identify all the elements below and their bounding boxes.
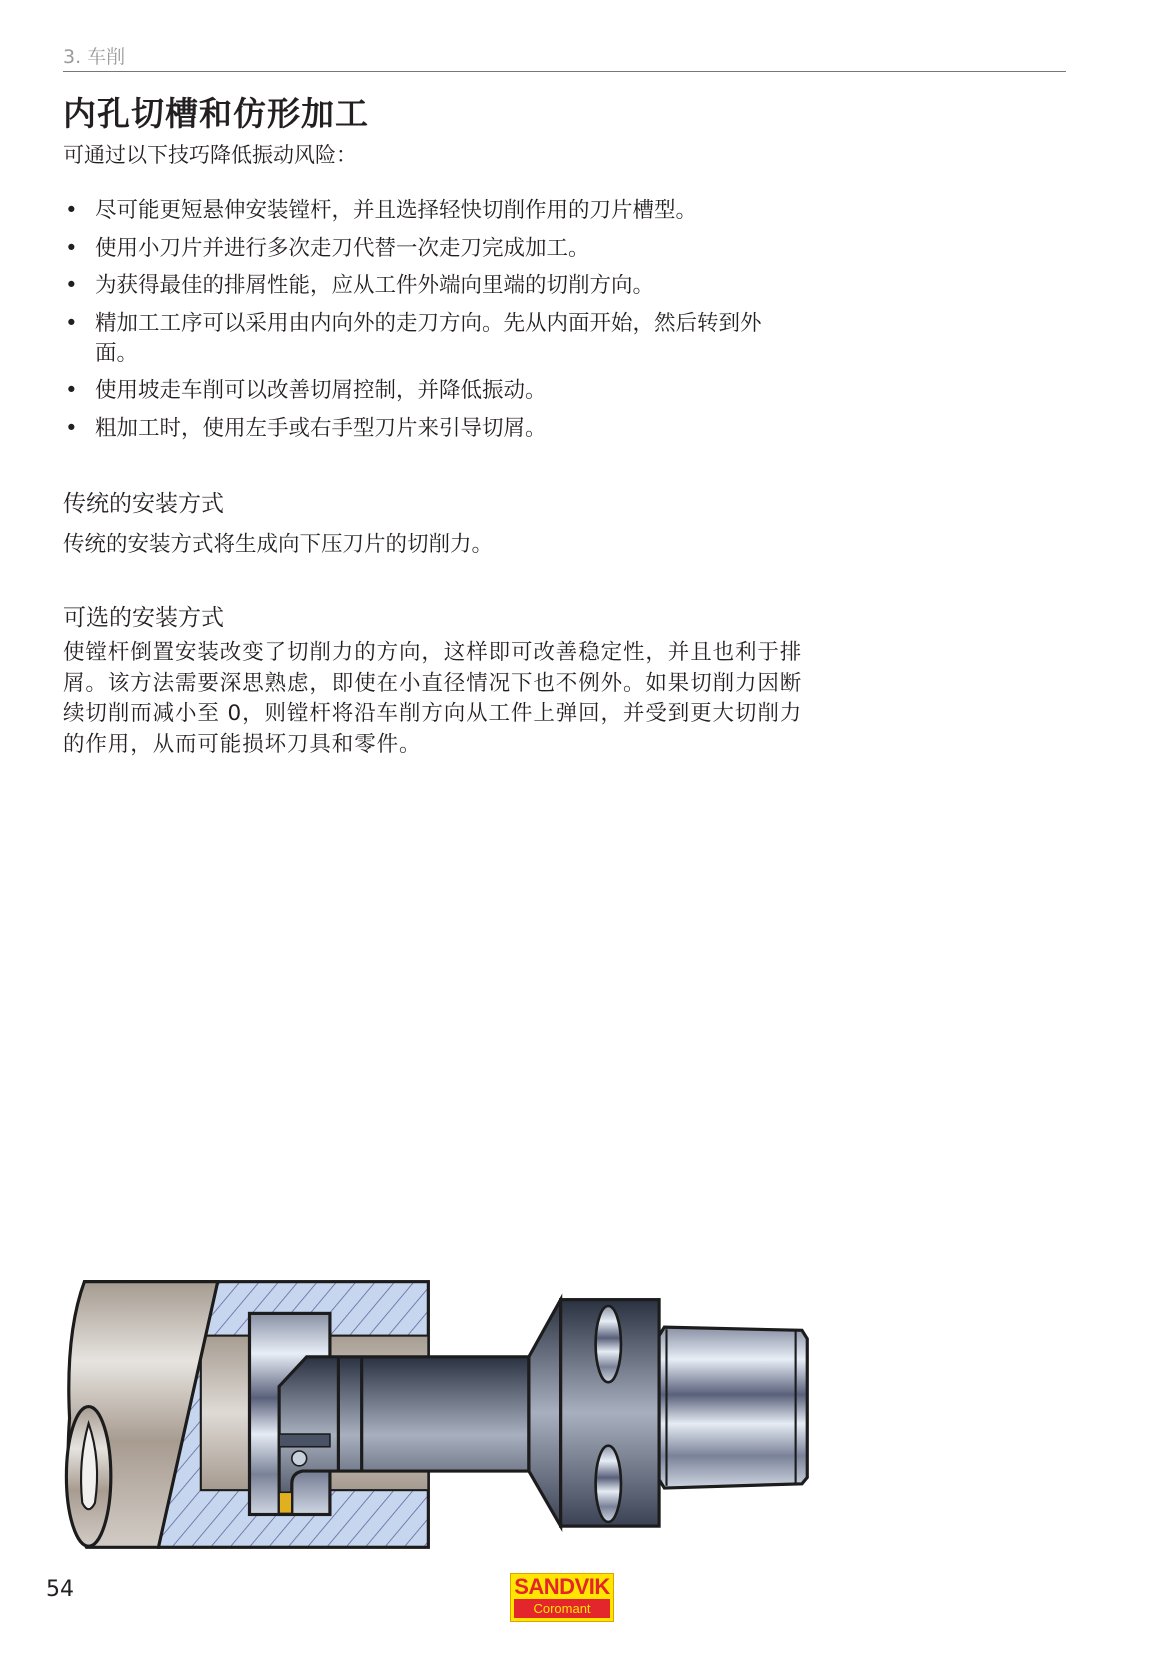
page-number: 54 xyxy=(46,1577,74,1602)
list-item: • 尽可能更短悬伸安装镗杆，并且选择轻快切削作用的刀片槽型。 xyxy=(65,198,698,223)
tips-list xyxy=(63,196,855,451)
sandvik-coromant-logo: SANDVIK Coromant xyxy=(510,1573,614,1622)
list-item: • 使用坡走车削可以改善切屑控制，并降低振动。 xyxy=(65,378,547,403)
screw-icon xyxy=(292,1451,307,1466)
section-header: 3. 车削 xyxy=(63,46,126,68)
list-item: • 为获得最佳的排屑性能，应从工件外端向里端的切削方向。 xyxy=(65,273,655,298)
intro-text: 可通过以下技巧降低振动风险： xyxy=(63,143,357,167)
section-text-conventional: 传统的安装方式将生成向下压刀片的切削力。 xyxy=(63,532,494,557)
page-title: 内孔切槽和仿形加工 xyxy=(63,94,369,133)
insert xyxy=(279,1492,292,1513)
header-divider xyxy=(63,71,1066,72)
section-heading-alternative: 可选的安装方式 xyxy=(63,605,224,631)
section-text-alternative: 使镗杆倒置安装改变了切削力的方向，这样即可改善稳定性，并且也利于排屑。该方法需要深思熟虑，即使在小直径情况下也不例外。如果切削力因断续切削而减小至 0，则镗杆将沿车削方向从工件上弹回，并受到更大切削力的作用，从而可能损坏刀具和零件。 xyxy=(63,640,803,757)
list-item: • 精加工工序可以采用由内向外的走刀方向。先从内面开始，然后转到外面。 xyxy=(65,310,762,366)
list-item: • 使用小刀片并进行多次走刀代替一次走刀完成加工。 xyxy=(65,235,590,261)
section-heading-conventional: 传统的安装方式 xyxy=(63,491,224,517)
boring-bar-illustration xyxy=(60,1270,820,1560)
list-item: • 粗加工时，使用左手或右手型刀片来引导切屑。 xyxy=(65,415,547,441)
